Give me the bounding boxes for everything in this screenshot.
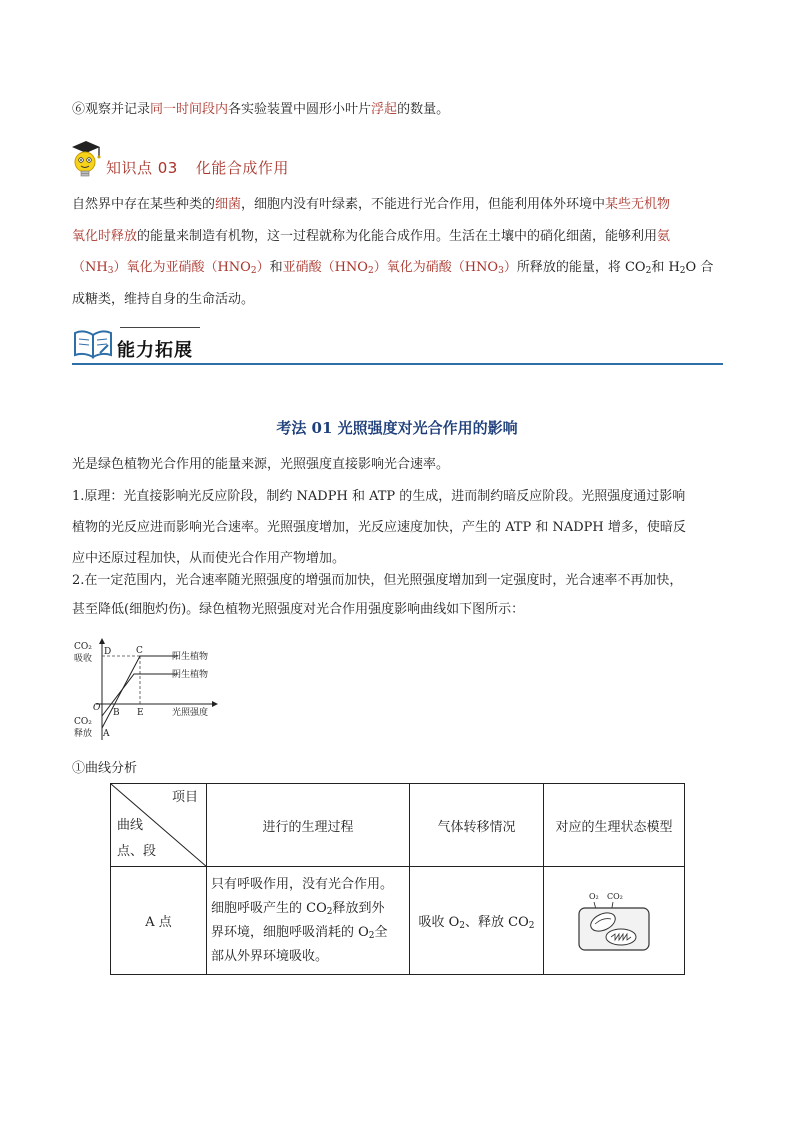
x-axis-label: 光照强度 xyxy=(172,708,209,718)
curve-analysis-table xyxy=(110,783,685,975)
curve-analysis-label: ①曲线分析 xyxy=(72,761,138,776)
point-a-label: A xyxy=(103,729,110,739)
range-line-1: 2.在一定范围内，光合速率随光照强度的增强而加快，但光照强度增加到一定强度时，光合速率不再加快， xyxy=(72,573,683,588)
header-item: 项目 xyxy=(171,790,198,805)
principle-line-2: 植物的光反应进而影响光合速率。光照强度增加，光反应速度加快，产生的 ATP 和 NADPH 增多，使暗反 xyxy=(72,520,686,535)
section-title: 能力拓展 xyxy=(117,340,193,361)
method-title: 考法 01 光照强度对光合作用的影响 xyxy=(276,419,518,437)
range-line-2: 甚至降低(细胞灼伤)。绿色植物光照强度对光合作用强度影响曲线如下图所示： xyxy=(72,602,525,617)
header-curve: 曲线 xyxy=(117,818,144,833)
point-b-label: B xyxy=(113,708,120,718)
knowledge-point-heading xyxy=(106,157,289,178)
chemo-line-3: $(NH_3)$氧化为亚硝酸$(HNO_2)$和亚硝酸$(HNO_2)$氧化为硝酸$(HNO_3)$所释放的能量，将 $CO_2$和 $H_2O$ 合 xyxy=(72,260,714,276)
header-gas: 气体转移情况 xyxy=(410,784,544,867)
header-process: 进行的生理过程 xyxy=(207,784,410,867)
knowledge-point-number: 知识点 03 xyxy=(106,159,178,177)
light-intensity-chart xyxy=(72,636,222,744)
step6-line: ⑥观察并记录同一时间段内各实验装置中圆形小叶片浮起的数量。 xyxy=(72,102,450,117)
method-intro: 光是绿色植物光合作用的能量来源，光照强度直接影响光合速率。 xyxy=(72,457,450,472)
principle-line-1: 1.原理：光直接影响光反应阶段，制约 NADPH 和 ATP 的生成，进而制约暗反应阶段。光照强度通过影响 xyxy=(72,489,686,504)
open-book-icon xyxy=(72,327,114,361)
section-topline xyxy=(120,327,200,328)
diagonal-header-cell xyxy=(111,784,207,867)
row-process: 只有呼吸作用，没有光合作用。 细胞呼吸产生的 $CO_2$释放到外 界环境，细胞呼吸消耗的 $O_2$全 部从外界环境吸收。 xyxy=(207,867,410,975)
row-model xyxy=(544,867,685,975)
cell-model-diagram xyxy=(575,889,653,953)
section-divider xyxy=(72,363,723,365)
y-label-bottom-1: CO₂ xyxy=(74,717,92,727)
legend-sun-plant: 阳生植物 xyxy=(172,652,209,662)
y-label-top-1: CO₂ xyxy=(74,642,92,652)
table-row xyxy=(111,867,685,975)
chemo-line-1: 自然界中存在某些种类的细菌，细胞内没有叶绿素，不能进行光合作用，但能利用体外环境中某些无机物 xyxy=(72,197,671,212)
knowledge-point-title: 化能合成作用 xyxy=(195,159,289,177)
chemo-line-4: 成糖类，维持自身的生命活动。 xyxy=(72,292,255,307)
chemo-line-2: 氧化时释放的能量来制造有机物，这一过程就称为化能合成作用。生活在土壤中的硝化细菌，能够利用氨 xyxy=(72,229,671,244)
point-o-label: O xyxy=(93,703,101,713)
row-gas: 吸收 $O_2$、释放 $CO_2$ xyxy=(410,867,544,975)
y-axis-arrow xyxy=(99,638,105,644)
principle-line-3: 应中还原过程加快，从而使光合作用产物增加。 xyxy=(72,551,346,566)
model-co2-label: CO₂ xyxy=(607,891,623,901)
graduate-bulb-icon xyxy=(66,138,104,180)
header-model: 对应的生理状态模型 xyxy=(544,784,685,867)
y-label-top-2: 吸收 xyxy=(74,654,93,664)
header-point-segment: 点、段 xyxy=(117,844,157,859)
y-label-bottom-2: 释放 xyxy=(74,729,93,739)
point-d-label: D xyxy=(104,647,112,657)
table-header-row xyxy=(111,784,685,867)
point-c-label: C xyxy=(136,646,143,656)
point-e-label: E xyxy=(137,708,144,718)
row-point: A 点 xyxy=(111,867,207,975)
legend-shade-plant: 阴生植物 xyxy=(172,670,209,680)
x-axis-arrow xyxy=(212,701,218,707)
model-o2-label: O₂ xyxy=(589,891,599,901)
